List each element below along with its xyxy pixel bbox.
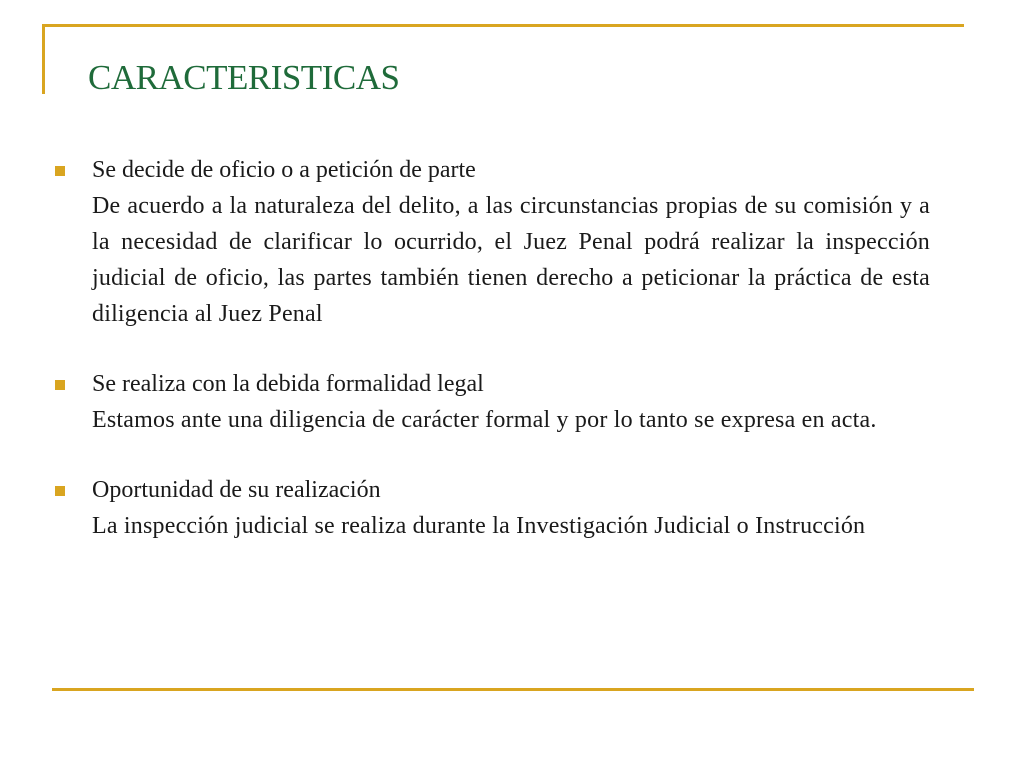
frame-left-line — [42, 24, 45, 94]
list-item — [50, 152, 930, 332]
frame-bottom-line — [52, 688, 974, 691]
item-heading: Se decide de oficio o a petición de parte — [92, 157, 476, 183]
item-heading: Oportunidad de su realización — [92, 477, 381, 503]
square-bullet-icon — [55, 380, 65, 390]
item-body: De acuerdo a la naturaleza del delito, a las circunstancias propias de su comisión y a la necesidad de clarificar lo ocurrido, el Juez Penal podrá realizar la inspección judicial de oficio, las partes también tienen derecho a peticionar la práctica de esta diligencia al Juez Penal — [92, 193, 930, 327]
item-heading-row — [50, 472, 930, 508]
list-item — [50, 366, 930, 438]
item-body: Estamos ante una diligencia de carácter formal y por lo tanto se expresa en acta. — [92, 407, 877, 433]
slide-title: CARACTERISTICAS — [88, 58, 400, 97]
item-heading-row — [50, 152, 930, 188]
item-body: La inspección judicial se realiza durante la Investigación Judicial o Instrucción — [92, 513, 866, 539]
square-bullet-icon — [55, 166, 65, 176]
item-heading: Se realiza con la debida formalidad legal — [92, 371, 484, 397]
item-heading-row — [50, 366, 930, 402]
frame-top-line — [42, 24, 964, 27]
bullet-list — [50, 152, 930, 544]
list-item — [50, 472, 930, 544]
square-bullet-icon — [55, 486, 65, 496]
